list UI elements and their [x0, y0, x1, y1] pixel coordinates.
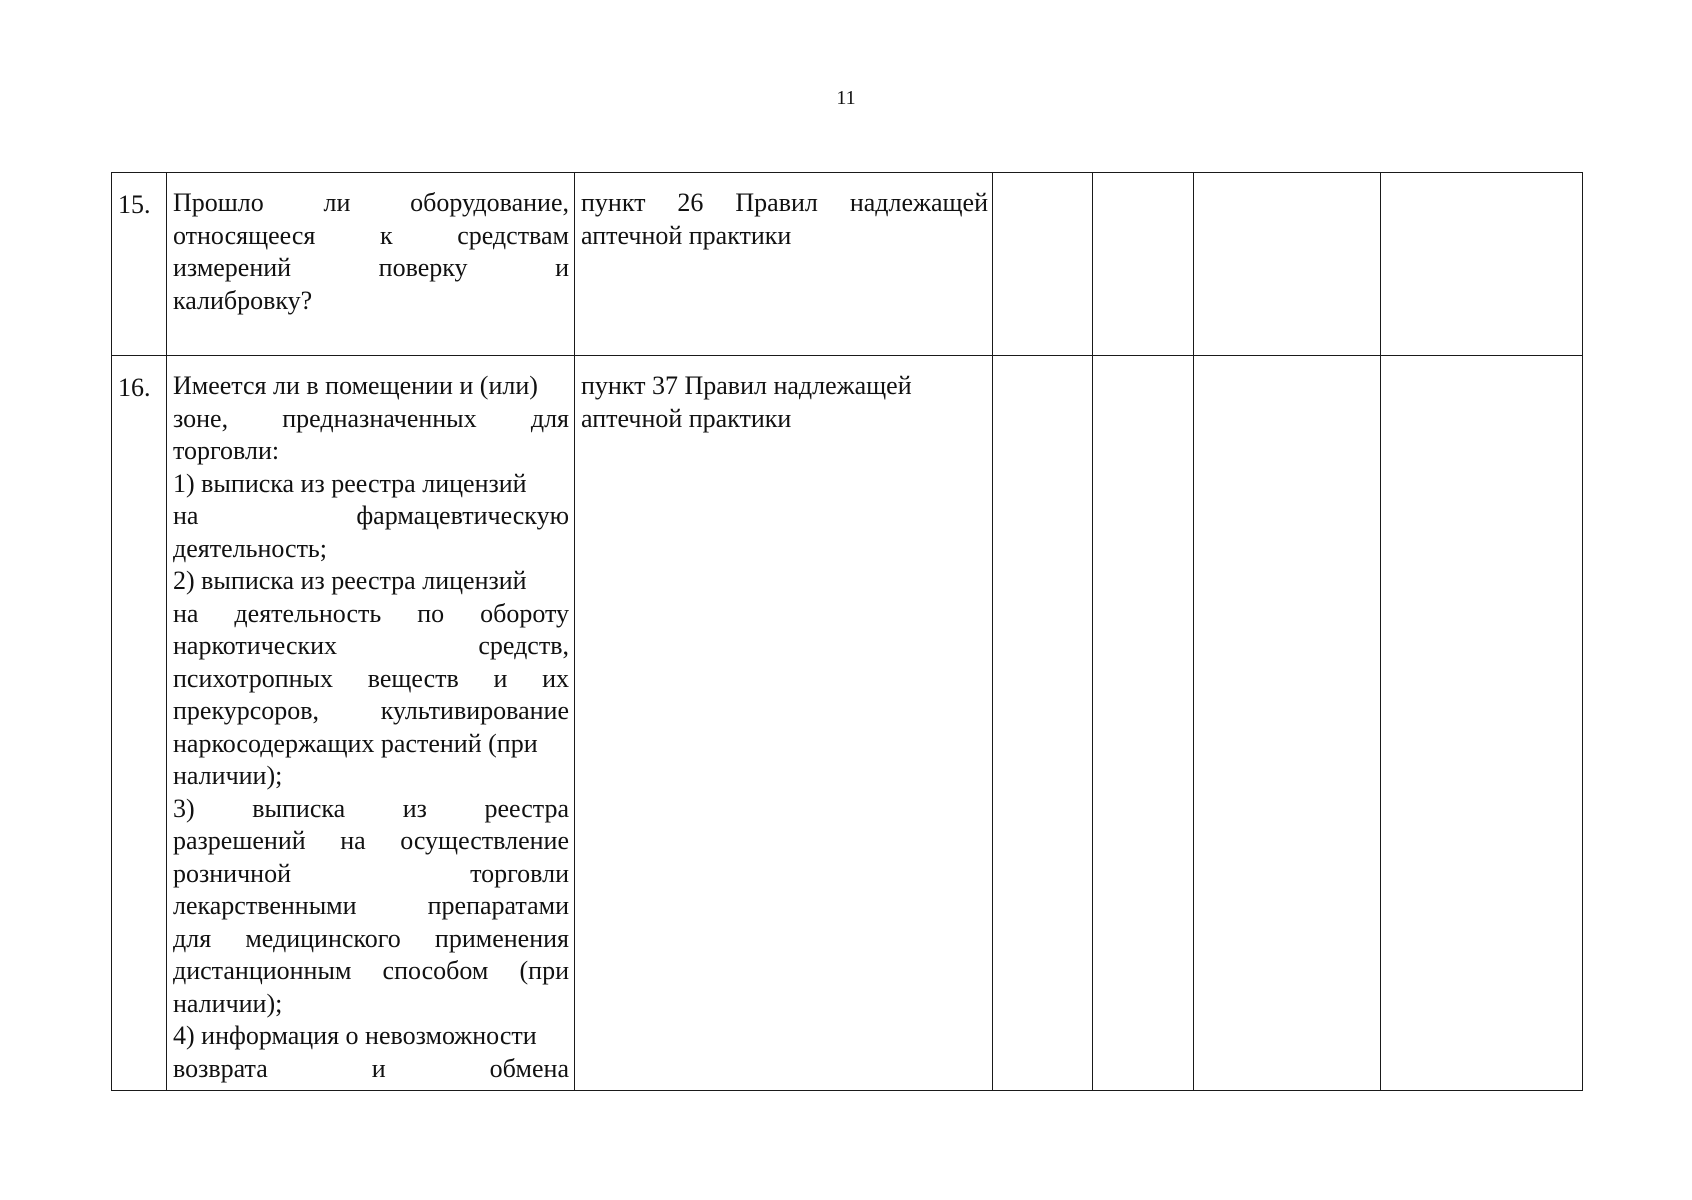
table-row [112, 173, 1583, 356]
row-number: 15. [112, 173, 167, 356]
question-line: измерений поверку и [173, 253, 569, 282]
page-number: 11 [836, 87, 856, 109]
question-line: Имеется ли в помещении и (или) [173, 371, 538, 400]
reference-line: пункт 37 Правил надлежащей [581, 371, 912, 400]
reference-line: аптечной практики [581, 403, 792, 433]
question-line: относящееся к средствам [173, 220, 569, 250]
question-line: 4) информация о невозможности [173, 1021, 537, 1050]
empty-cell [1381, 356, 1583, 1091]
question-line: на фармацевтическую [173, 501, 569, 530]
question-line: для медицинского применения [173, 923, 569, 953]
question-line: Прошло ли оборудование, [173, 188, 569, 217]
question-line: разрешений на осуществление [173, 826, 569, 855]
question-line: наркосодержащих растений (при [173, 728, 538, 758]
question-line: 2) выписка из реестра лицензий [173, 566, 527, 595]
question-line: зоне, предназначенных для [173, 403, 569, 433]
question-line: наличии); [173, 761, 283, 790]
question-line: лекарственными препаратами [173, 891, 569, 920]
question-cell [167, 173, 575, 356]
question-line: торговли: [173, 436, 280, 465]
question-line: на деятельность по обороту [173, 598, 569, 628]
question-line: 1) выписка из реестра лицензий [173, 468, 527, 498]
question-line: наркотических средств, [173, 631, 569, 660]
row-number: 16. [112, 356, 167, 1091]
question-line: дистанционным способом (при [173, 956, 569, 985]
empty-cell [993, 356, 1093, 1091]
question-line: возврата и обмена [173, 1053, 569, 1083]
reference-line: пункт 26 Правил надлежащей [581, 188, 988, 217]
checklist-table [111, 172, 1583, 1091]
question-line: психотропных веществ и их [173, 663, 569, 693]
empty-cell [993, 173, 1093, 356]
reference-cell [575, 173, 993, 356]
empty-cell [1194, 356, 1381, 1091]
reference-cell [575, 356, 993, 1091]
table-row [112, 356, 1583, 1091]
question-line: наличии); [173, 988, 283, 1018]
empty-cell [1194, 173, 1381, 356]
question-line: прекурсоров, культивирование [173, 696, 569, 725]
question-line: деятельность; [173, 533, 328, 563]
question-cell [167, 356, 575, 1091]
empty-cell [1093, 356, 1194, 1091]
question-line: калибровку? [173, 285, 313, 315]
empty-cell [1093, 173, 1194, 356]
question-line: розничной торговли [173, 858, 569, 888]
reference-line: аптечной практики [581, 220, 792, 250]
empty-cell [1381, 173, 1583, 356]
question-line: 3) выписка из реестра [173, 793, 569, 823]
